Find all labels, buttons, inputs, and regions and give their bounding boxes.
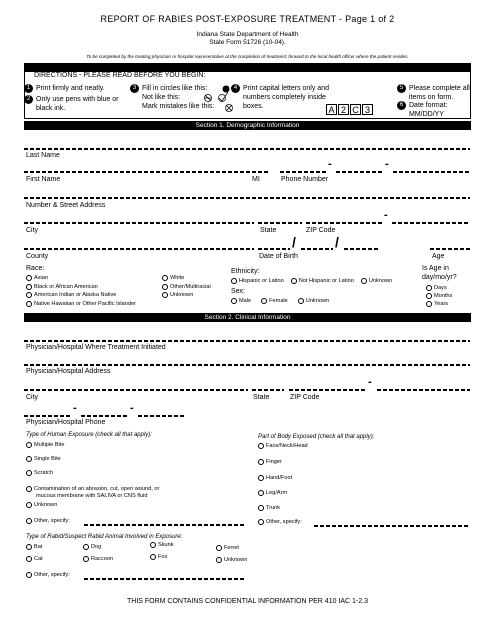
animal-option[interactable]: Other, specify: [26,572,70,578]
mi-label: MI [252,176,260,183]
phone-separator: - [328,158,332,170]
physician-address-label: Physician/Hospital Address [26,368,111,375]
sample-box: A [326,104,337,115]
physician-phone-line-field[interactable] [138,411,186,417]
direction-text: Only use pens with blue or black ink. [36,96,119,112]
age-label: Age [432,253,445,260]
form-number: State Form 51726 (10-04). [209,39,286,46]
race-option[interactable]: Black or African American [26,284,136,290]
directions-bar [24,63,471,72]
direction-1 [24,84,105,93]
sample-box: 3 [362,104,373,115]
sample-box: 2 [338,104,349,115]
first-name-label: First Name [26,176,61,183]
date-separator: / [335,234,339,250]
animal-option[interactable]: Dog [83,544,101,550]
direction-5 [397,84,479,102]
direction-2 [24,95,126,113]
dob-year-field[interactable] [344,244,378,250]
race-options-col1 [26,275,136,307]
ethnicity-options [231,278,392,284]
animal-option[interactable]: Bat [26,544,42,550]
exposure-option[interactable]: Unknown [26,502,57,508]
physician-city-field[interactable] [24,385,248,391]
animal-option[interactable]: Raccoon [83,556,113,562]
last-name-field[interactable] [24,144,470,150]
race-option[interactable]: Other/Multiracial [162,284,211,290]
ethnicity-option[interactable]: Hispanic or Latino [231,278,284,284]
dob-month-field[interactable] [258,244,290,250]
phone-separator: - [385,158,389,170]
zip-label: ZIP Code [306,227,336,234]
body-part-option[interactable]: Other, specify: [258,519,302,525]
physician-zip4-field[interactable] [377,385,470,391]
exposure-option[interactable]: Single Bite [26,456,61,462]
direction-text: Print capital letters only and numbers completely inside boxes. [243,85,329,110]
zip-separator: - [384,209,388,221]
dob-day-field[interactable] [301,244,333,250]
animal-option[interactable]: Ferret [216,545,239,551]
body-part-option[interactable]: Finger [258,459,282,465]
form-instruction: To be completed by the treating physician or hospital representative at the completion of treatment; forward to the local health officer where the patient resides. [86,54,409,59]
direction-6 [397,101,479,119]
step-number: 1 [24,84,33,93]
direction-text: Print firmly and neatly. [36,85,105,92]
exposure-other-field[interactable] [84,520,244,526]
sex-option[interactable]: Unknown [298,298,329,304]
zip-field[interactable] [306,218,382,224]
race-option[interactable]: Unknown [162,292,211,298]
race-label: Race: [26,265,45,272]
sex-label: Sex: [231,288,246,295]
animal-option[interactable]: Fox [150,554,167,560]
animal-option[interactable]: Skunk [150,542,174,548]
race-option[interactable]: American Indian or Alaska Native [26,292,136,298]
phone-separator: - [130,402,134,414]
age-unit-label: Is Age in [422,265,449,272]
step-number: 6 [397,101,406,110]
age-unit-label: day/mo/yr? [422,274,457,281]
age-unit-options [426,285,452,307]
direction-text: Mark mistakes like this: [142,103,215,110]
ethnicity-option[interactable]: Unknown [361,278,392,284]
age-unit-option[interactable]: Days [426,285,452,291]
phone-area-field[interactable] [280,167,326,173]
body-part-label: Part of Body Exposed (check all that apply): [258,434,375,440]
animal-option[interactable]: Unknown [216,557,247,563]
phone-separator: - [73,402,77,414]
street-label: Number & Street Address [26,202,106,209]
direction-text: Please complete all items on form. [409,85,470,101]
street-field[interactable] [24,193,470,199]
phone-line-field[interactable] [393,167,470,173]
section2-header: Section 2. Clinical Information [24,313,471,322]
step-number: 5 [397,84,406,93]
phone-prefix-field[interactable] [336,167,382,173]
mi-field[interactable] [252,167,268,173]
date-separator: / [292,234,296,250]
directions-title: DIRECTIONS - PLEASE READ BEFORE YOU BEGIN: [34,72,206,79]
physician-label: Physician/Hospital Where Treatment Initiated [26,344,166,351]
direction-4 [231,84,338,111]
race-option[interactable]: Asian [26,275,136,281]
last-name-label: Last Name [26,152,60,159]
body-part-option[interactable]: Face/Neck/Head [258,443,308,449]
physician-city-label: City [26,394,39,401]
physician-state-label: State [253,394,270,401]
animal-label: Type of Rabid/Suspect Rabid Animal Involved in Exposure: [26,534,183,540]
ethnicity-label: Ethnicity: [231,268,260,275]
physician-zip-label: ZIP Code [290,394,320,401]
sex-option[interactable]: Male [231,298,251,304]
exposure-option-continued: mucous membrane with SALIVA or CNS fluid [36,493,148,499]
body-part-option[interactable]: Trunk [258,505,280,511]
race-option[interactable]: White [162,275,211,281]
city-label: City [26,227,39,234]
exposure-label: Type of Human Exposure (check all that apply): [26,432,152,438]
exposure-option[interactable]: Contamination of an abrasion, cut, open wound, or [26,486,159,492]
zip-separator: - [368,376,372,388]
section1-header: Section 1. Demographic Information [24,121,471,130]
state-field[interactable] [258,218,302,224]
animal-option[interactable]: Cat [26,556,43,562]
physician-address-field[interactable] [24,360,470,366]
race-option[interactable]: Native Hawaiian or Other Pacific Islander [26,301,136,307]
ethnicity-option[interactable]: Not Hispanic or Latino [291,278,354,284]
step-number: 4 [231,84,240,93]
race-options-col2 [162,275,211,298]
age-unit-option[interactable]: Years [426,301,452,307]
age-field[interactable] [430,244,470,250]
physician-zip-field[interactable] [289,385,365,391]
step-number: 3 [130,84,139,93]
form-title: REPORT OF RABIES POST-EXPOSURE TREATMENT - Page 1 of 2 [100,14,395,24]
direction-text: Date format: MM/DD/YY [409,102,448,118]
department-name: Indiana State Department of Health [196,31,299,38]
county-field[interactable] [24,244,254,250]
direction-text: Not like this: [142,94,181,101]
body-other-field[interactable] [314,521,470,527]
phone-label: Phone Number [281,176,329,183]
direction-text: Fill in circles like this: [142,85,208,92]
physician-state-field[interactable] [252,385,284,391]
sex-option[interactable]: Female [261,298,288,304]
exposure-option[interactable]: Other, specify: [26,518,70,524]
county-label: County [26,253,49,260]
physician-phone-area-field[interactable] [24,411,70,417]
dob-label: Date of Birth [259,253,298,260]
physician-phone-prefix-field[interactable] [81,411,127,417]
circle-examples-icon [198,84,234,114]
physician-phone-label: Physician/Hospital Phone [26,419,106,426]
state-label: State [260,227,277,234]
first-name-field[interactable] [24,167,250,173]
exposure-option[interactable]: Multiple Bite [26,442,64,448]
step-number: 2 [24,95,33,104]
body-part-option[interactable]: Hand/Foot [258,475,292,481]
sex-options [231,298,329,304]
physician-field[interactable] [24,336,470,342]
city-field[interactable] [24,218,254,224]
animal-other-field[interactable] [84,574,244,580]
age-unit-option[interactable]: Months [426,293,452,299]
zip4-field[interactable] [392,218,470,224]
confidentiality-footer: THIS FORM CONTAINS CONFIDENTIAL INFORMATION PER 410 IAC 1-2.3 [126,598,368,605]
exposure-option[interactable]: Scratch [26,470,53,476]
sample-box: C [350,104,361,115]
body-part-option[interactable]: Leg/Arm [258,490,287,496]
sample-boxes [325,104,373,115]
